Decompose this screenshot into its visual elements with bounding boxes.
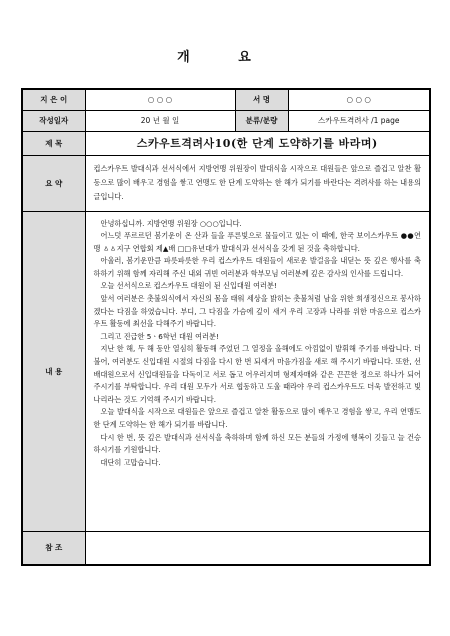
summary-text: 컵스카우트 발대식과 선서식에서 지방연맹 위원장이 발대식을 시작으로 대원들은 앞으로 즐겁고 알찬 활동으로 많이 배우고 경험을 쌓고 연맹도 한 단계 도약하는 한 해가 되기를 바란다는 격려사를 하는 내용의 글입니다. [85, 155, 430, 211]
page-title: 개 요 [177, 50, 273, 65]
author-row [22, 89, 430, 110]
summary-form-table [21, 88, 431, 566]
content-label: 내 용 [22, 211, 85, 531]
date-value: 20 년 월 일 [85, 110, 235, 131]
content-paragraph: 앞서 여러분은 촛불의식에서 자신의 몸을 태워 세상을 밝히는 촛불처럼 남을 위한 희생정신으로 봉사하겠다는 다짐을 하였습니다. 부디, 그 다짐을 가슴에 깊이 새겨 우리 고장과 나라를 위한 마음으로 컵스카우트 활동에 최선을 다해주기 바랍니다. [93, 294, 421, 329]
content-paragraph: 다시 한 번, 뜻 깊은 발대식과 선서식을 축하하며 함께 하신 모든 분들의 가정에 행복이 깃들고 늘 건승하시기를 기원합니다. [93, 432, 421, 455]
reference-row [22, 531, 430, 565]
content-paragraph: 안녕하십니까. 지방연맹 위원장 ○○○입니다. [100, 218, 242, 228]
content-body [85, 211, 430, 531]
content-paragraph: 오늘 발대식을 시작으로 대원들은 앞으로 즐겁고 알찬 활동으로 많이 배우고 경험을 쌓고, 우리 연맹도 한 단계 도약하는 한 해가 되기를 바랍니다. [93, 407, 421, 429]
summary-row [22, 155, 430, 211]
subject-value: 스카우트격려사10(한 단계 도약하기를 바라며) [85, 131, 430, 155]
date-row [22, 110, 430, 131]
date-label: 작성일자 [22, 110, 85, 131]
signature-label: 서 명 [235, 89, 288, 110]
summary-label: 요 약 [22, 155, 85, 211]
category-value: 스카우트격려사 /1 page [288, 110, 430, 131]
content-paragraph: 대단히 고맙습니다. [100, 457, 161, 467]
content-paragraph: 지난 한 해, 두 해 동안 열심히 활동해 주었던 그 열정을 올해에도 아낌없이 발휘해 주기를 바랍니다. 더불어, 여러분도 신입대원 시절의 다짐을 다시 한 번 되새겨 마음가짐을 새로 해 주시기 바랍니다. 또한, 선배대원으로서 신입대원들을 다독이고 서로 돕고 어우러지며 형제자매와 같은 끈끈한 정으로 하나가 되어 주시기를 부탁합니다. 우리 대원 모두가 서로 협동하고 도울 때라야 우리 컵스카우트도 더욱 발전하고 빛나리라는 것도 기억해 주시기 바랍니다. [93, 344, 421, 404]
content-paragraph: 그리고 진급한 5ㆍ6학년 대원 여러분! [100, 331, 219, 341]
content-paragraph: 아울러, 봄기운만큼 파릇파릇한 우리 컵스카우트 대원들이 새로운 발걸음을 내딛는 뜻 깊은 행사를 축하하기 위해 함께 자리해 주신 내외 귀빈 여러분과 학부모님 여러분께 깊은 감사의 인사를 드립니다. [93, 256, 421, 278]
category-label: 분류/분량 [235, 110, 288, 131]
content-paragraph: 오늘 선서식으로 컵스카우트 대원이 된 신입대원 여러분! [100, 281, 277, 291]
content-paragraph: 어느덧 푸르르던 봄기운이 온 산과 들을 푸른빛으로 물들이고 있는 이 때에, 한국 보이스카우트 ●●연맹 ㅿㅿ지구 연합회 제▲배 □□유년대가 발대식과 선서식을 갖게 된 것을 축하합니다. [93, 231, 421, 253]
subject-label: 제 목 [22, 131, 85, 155]
signature-value: ○ ○ ○ [288, 89, 430, 110]
reference-label: 참 조 [22, 531, 85, 565]
subject-row [22, 131, 430, 155]
reference-value [85, 531, 430, 565]
author-value: ○ ○ ○ [85, 89, 235, 110]
author-label: 지 은 이 [22, 89, 85, 110]
content-row [22, 211, 430, 531]
